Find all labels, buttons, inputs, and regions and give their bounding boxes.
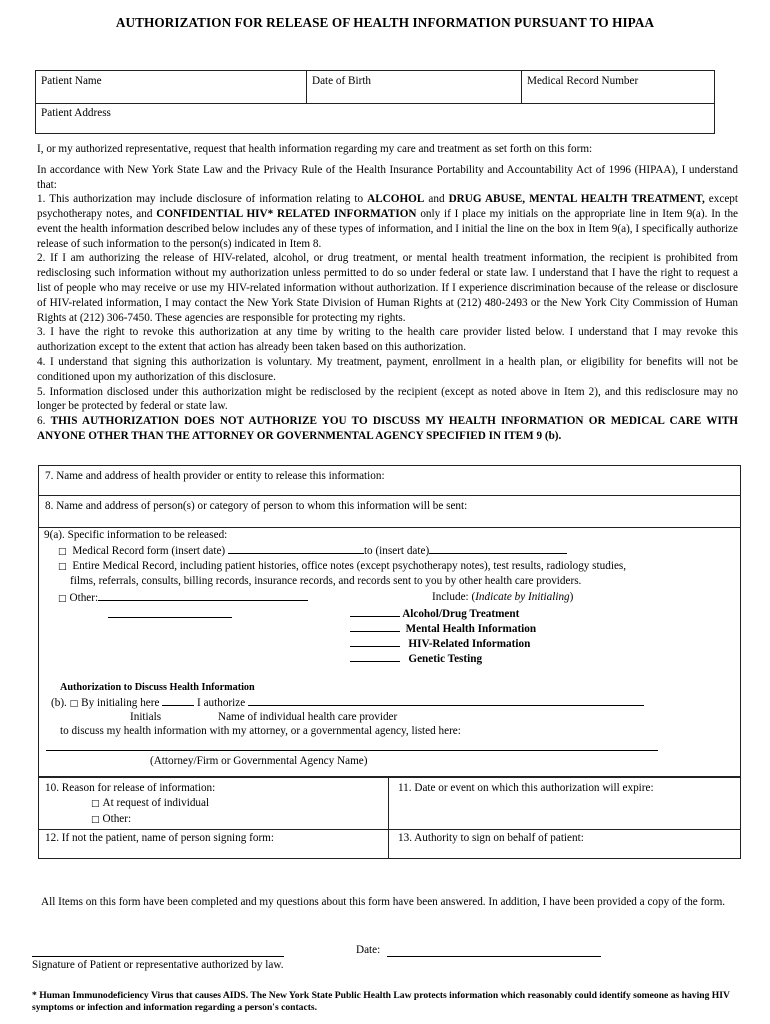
- agency-name-field[interactable]: [46, 750, 658, 751]
- item-12-label: 12. If not the patient, name of person signing form:: [45, 832, 274, 844]
- item-5: 5. Information disclosed under this authorization might be redisclosed by the recipient (except as noted above in Item 2), and this redisclosure may no longer be protected by federal or state law.: [37, 385, 738, 413]
- include-italic: Indicate by Initialing: [475, 591, 570, 603]
- type-hiv-related[interactable]: [350, 636, 530, 652]
- item-13-label: 13. Authority to sign on behalf of patient:: [398, 832, 584, 844]
- item-1-bold-drug: DRUG ABUSE, MENTAL HEALTH TREATMENT,: [448, 193, 705, 206]
- item-12-field[interactable]: [41, 829, 278, 848]
- footnote: * Human Immunodeficiency Virus that causes AIDS. The New York State Public Health Law protects information which reasonably could identify someone as having HIV symptoms or infection and information regarding a person's contacts.: [32, 990, 730, 1014]
- include-label: Include: (: [432, 591, 476, 603]
- item-2: 2. If I am authorizing the release of HIV-related, alcohol, or drug treatment, or mental health treatment information, the recipient is prohibited from redisclosing such information without my authorization unless permitted to do so under federal or state law. I understand that I have the right to request a list of people who may receive or use my HIV-related information without authorization. If I experience discrimination because of the release or disclosure of HIV-related information, I may contact the New York State Division of Human Rights at (212) 480-2493 or the New York City Commission of Human Rights at (212) 306-7450. These agencies are responsible for protecting my rights.: [37, 252, 738, 324]
- include-close: ): [569, 591, 574, 603]
- type-label: Mental Health Information: [405, 623, 537, 635]
- type-mental-health[interactable]: [350, 621, 536, 637]
- item-1-text-a: 1. This authorization may include disclosure of information relating to: [37, 193, 368, 206]
- item-1-bold-alcohol: ALCOHOL: [367, 193, 425, 206]
- item-9a-option-medical-record-form[interactable]: [58, 543, 567, 559]
- item-9b-prefix: (b).: [51, 697, 67, 709]
- item-6: [37, 414, 738, 444]
- to-date-label: to (insert date): [363, 545, 430, 557]
- individual-label: At request of individual: [102, 797, 210, 809]
- item-9a-option-entire-record[interactable]: [58, 559, 626, 574]
- signature-caption: Signature of Patient or representative authorized by law.: [32, 959, 284, 971]
- authorize-label: I authorize: [197, 697, 246, 709]
- patient-address-field[interactable]: [37, 104, 115, 123]
- item-9a-heading: 9(a). Specific information to be released:: [44, 529, 228, 541]
- closing-statement: All Items on this form have been completed and my questions about this form have been answered. In addition, I have been provided a copy of the form.: [41, 896, 726, 908]
- checkbox-icon[interactable]: □: [58, 547, 67, 557]
- type-label: Alcohol/Drug Treatment: [402, 608, 520, 620]
- item-9b-line: [51, 695, 644, 711]
- initial-field[interactable]: [350, 636, 400, 647]
- medical-record-form-label: Medical Record form (insert date): [72, 545, 226, 557]
- item-7-field[interactable]: [41, 467, 389, 486]
- item-6-bold-text: THIS AUTHORIZATION DOES NOT AUTHORIZE YOU TO DISCUSS MY HEALTH INFORMATION OR MEDICAL CARE WITH ANYONE OTHER THAN THE ATTORNEY OR GOVERNMENTAL AGENCY SPECIFIED IN ITEM 9 (b).: [37, 415, 739, 442]
- item-10-option-other[interactable]: [87, 810, 135, 829]
- discuss-text: to discuss my health information with my attorney, or a governmental agency, listed here:: [60, 725, 461, 737]
- initial-field[interactable]: [350, 621, 400, 632]
- date-of-birth-label: Date of Birth: [312, 75, 372, 87]
- item-1-text-c: and: [424, 193, 449, 206]
- date-of-birth-field[interactable]: [308, 72, 375, 91]
- item-8-field[interactable]: [41, 497, 471, 516]
- from-date-field[interactable]: [228, 543, 364, 554]
- agency-caption: (Attorney/Firm or Governmental Agency Name): [150, 755, 368, 767]
- to-date-field[interactable]: [429, 543, 567, 554]
- other-label: Other:: [69, 592, 99, 604]
- item-3: 3. I have the right to revoke this authorization at any time by writing to the health care provider listed below. I understand that I may revoke this authorization except to the extent that action has already been taken based on this authorization.: [37, 326, 738, 354]
- initials-field[interactable]: [162, 695, 194, 706]
- provider-name-field[interactable]: [248, 695, 644, 706]
- items-10-13-table: [38, 777, 741, 859]
- type-label: HIV-Related Information: [408, 638, 531, 650]
- form-title: AUTHORIZATION FOR RELEASE OF HEALTH INFORMATION PURSUANT TO HIPAA: [115, 15, 655, 30]
- initial-field[interactable]: [350, 651, 400, 662]
- initialing-label: By initialing here: [81, 697, 160, 709]
- initial-field[interactable]: [350, 606, 400, 617]
- type-genetic-testing[interactable]: [350, 651, 482, 667]
- medical-record-number-field[interactable]: [523, 72, 642, 91]
- item-1-text-d: except psychotherapy notes, and: [37, 193, 738, 221]
- item-10-label: 10. Reason for release of information:: [45, 782, 216, 794]
- checkbox-icon[interactable]: □: [91, 799, 100, 809]
- item-11-field[interactable]: [394, 779, 658, 798]
- medical-record-number-label: Medical Record Number: [527, 75, 639, 87]
- entire-record-continued: films, referrals, consults, billing records, insurance records, and records sent to you by other health care providers.: [70, 575, 582, 587]
- item-4: 4. I understand that signing this authorization is voluntary. My treatment, payment, enrollment in a health plan, or eligibility for benefits will not be conditioned upon my authorization of this disclosure.: [37, 355, 738, 383]
- provider-caption: Name of individual health care provider: [218, 711, 398, 723]
- authorization-body: [37, 142, 738, 444]
- patient-name-field[interactable]: [37, 72, 106, 91]
- signature-field[interactable]: [32, 956, 284, 957]
- item-6-number: 6.: [37, 415, 51, 428]
- entire-record-label: Entire Medical Record, including patient histories, office notes (except psychotherapy notes), test results, radiology studies,: [72, 560, 627, 572]
- authorization-discuss-heading: Authorization to Discuss Health Information: [60, 682, 255, 693]
- item-7-label: 7. Name and address of health provider or entity to release this information:: [45, 470, 385, 482]
- patient-name-label: Patient Name: [41, 75, 102, 87]
- other-field-second-line[interactable]: [108, 617, 232, 618]
- item-1: [37, 192, 738, 251]
- include-instruction: [432, 590, 573, 605]
- date-field[interactable]: [387, 956, 601, 957]
- initials-caption: Initials: [130, 711, 162, 723]
- other-field[interactable]: [98, 590, 308, 601]
- other-reason-label: Other:: [102, 813, 132, 825]
- item-9a-option-other[interactable]: [58, 590, 308, 606]
- ny-law-paragraph: In accordance with New York State Law and the Privacy Rule of the Health Insurance Portability and Accountability Act of 1996 (HIPAA), I understand that:: [37, 163, 738, 191]
- patient-address-label: Patient Address: [41, 107, 111, 119]
- checkbox-icon[interactable]: □: [58, 562, 67, 572]
- item-13-field[interactable]: [394, 829, 588, 848]
- intro-text: I, or my authorized representative, request that health information regarding my care and treatment as set forth on this form:: [37, 143, 593, 155]
- item-8-label: 8. Name and address of person(s) or category of person to whom this information will be sent:: [45, 500, 468, 512]
- item-1-text-e: only if I place my initials on the appropriate line in Item 9(a). In the event the health information described below includes any of these types of information, and I initial the line on the box in Item 9(a), I specifically authorize release of such information to the person(s) indicated in Item 8.: [37, 208, 739, 250]
- checkbox-icon[interactable]: □: [69, 699, 79, 709]
- type-label: Genetic Testing: [408, 653, 483, 665]
- type-alcohol-drug[interactable]: [350, 606, 519, 622]
- checkbox-icon[interactable]: □: [58, 594, 67, 604]
- item-11-label: 11. Date or event on which this authorization will expire:: [398, 782, 654, 794]
- item-1-bold-hiv: CONFIDENTIAL HIV* RELATED INFORMATION: [156, 208, 417, 221]
- checkbox-icon[interactable]: □: [91, 815, 100, 825]
- patient-info-table: [35, 70, 715, 134]
- date-label: Date:: [356, 944, 381, 956]
